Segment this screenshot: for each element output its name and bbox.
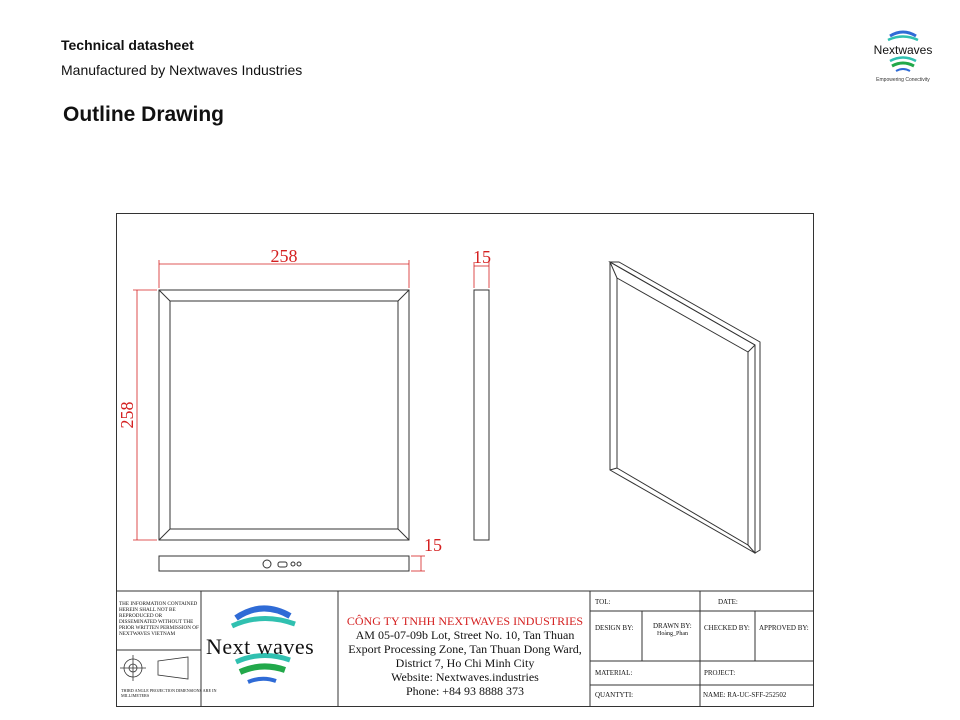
title-block-logo-text: Next waves xyxy=(206,634,315,659)
checked-by-label: CHECKED BY: xyxy=(704,624,750,632)
height-dim-label: 258 xyxy=(117,401,137,429)
front-view xyxy=(159,290,409,540)
projection-note: THIRD ANGLE PROJECTION DIMENSIONS ARE IN MILLIMETERS xyxy=(121,688,217,698)
company-phone: Phone: +84 93 8888 373 xyxy=(405,684,525,698)
company-address-2: Export Processing Zone, Tan Thuan Dong Ward, xyxy=(348,642,582,656)
isometric-view xyxy=(610,262,760,553)
manufacturer-line: Manufactured by Nextwaves Industries xyxy=(61,62,303,78)
tol-label: TOL: xyxy=(595,598,611,606)
copyright-notice: THE INFORMATION CONTAINED HEREIN SHALL NOT BE REPRODUCED OR DISSEMINATED WITHOUT THE PRIOR WRITTEN PERMISSION OF NEXTWAVES VIETNAM xyxy=(119,601,199,637)
side-view xyxy=(474,290,489,540)
page-title: Outline Drawing xyxy=(63,103,225,126)
approved-by-label: APPROVED BY: xyxy=(759,624,809,632)
part-name-label: NAME: RA-UC-SFF-252502 xyxy=(703,691,787,699)
bottom-view xyxy=(159,556,409,571)
drawn-by-label: DRAWN BY: xyxy=(653,622,692,630)
company-address-1: AM 05-07-09b Lot, Street No. 10, Tan Thuan xyxy=(355,628,575,642)
bottom-dim-label: 15 xyxy=(424,535,442,555)
company-name: CÔNG TY TNHH NEXTWAVES INDUSTRIES xyxy=(346,614,584,628)
logo-name: Nextwaves xyxy=(873,43,933,57)
datasheet-heading: Technical datasheet xyxy=(61,37,194,53)
material-label: MATERIAL: xyxy=(595,669,633,677)
quantity-label: QUANTYTI: xyxy=(595,691,634,699)
logo-tagline: Empowering Conectivity xyxy=(876,77,930,83)
design-by-label: DESIGN BY: xyxy=(595,624,634,632)
drawn-by-value: Hoàng_Phan xyxy=(657,631,688,637)
bottom-thickness-dimension xyxy=(411,556,425,571)
third-angle-projection-icon xyxy=(120,655,188,681)
project-label: PROJECT: xyxy=(704,669,736,677)
company-address-3: District 7, Ho Chi Minh City xyxy=(395,656,535,670)
side-dim-label: 15 xyxy=(473,247,491,267)
date-label: DATE: xyxy=(718,598,738,606)
width-dim-label: 258 xyxy=(270,246,298,266)
company-website: Website: Nextwaves.industries xyxy=(391,670,539,684)
company-info xyxy=(340,614,590,698)
